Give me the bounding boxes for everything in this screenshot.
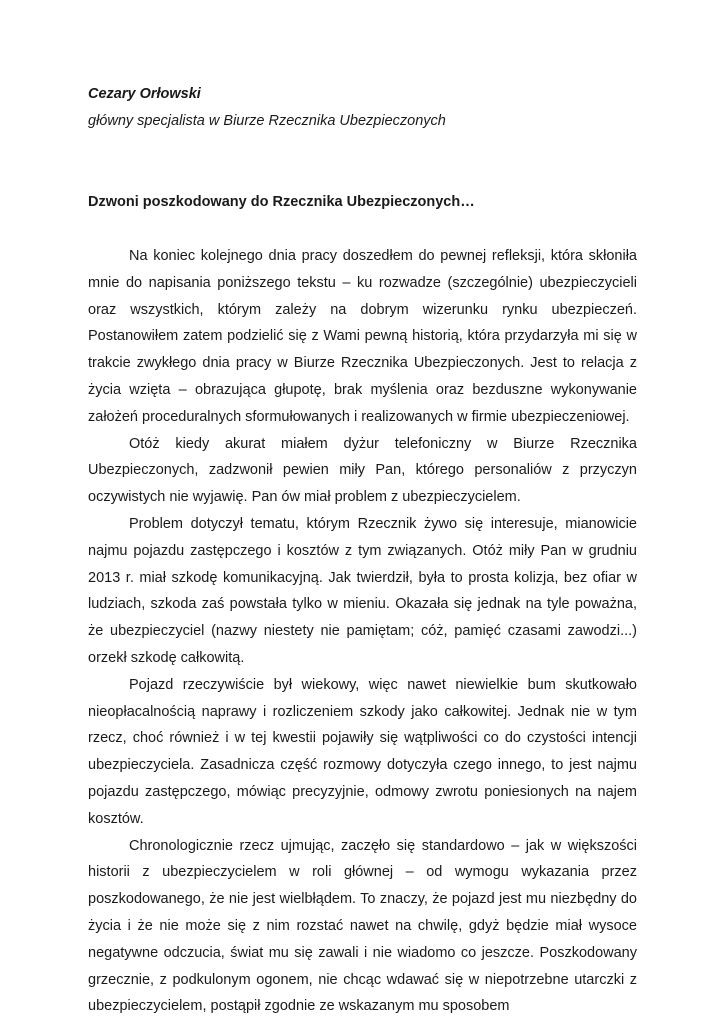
paragraph: Problem dotyczył tematu, którym Rzecznik żywo się interesuje, mianowicie najmu pojazdu zastępczego i kosztów z tym związanych. Otóż miły Pan w grudniu 2013 r. miał szkodę komunikacyjną. Jak twierdził, była to prosta kolizja, bez ofiar w ludziach, szkoda zaś powstała tylko w mieniu. Okazała się jednak na tyle poważna, że ubezpieczyciel (nazwy niestety nie pamiętam; cóż, pamięć czasami zawodzi...) orzekł szkodę całkowitą. <box>88 515 637 666</box>
author-title: główny specjalista w Biurze Rzecznika Ubezpieczonych <box>88 113 446 129</box>
author-name: Cezary Orłowski <box>88 86 201 102</box>
document-title: Dzwoni poszkodowany do Rzecznika Ubezpieczonych… <box>88 194 475 210</box>
document-body <box>88 243 637 1020</box>
paragraph: Pojazd rzeczywiście był wiekowy, więc nawet niewielkie bum skutkowało nieopłacalnością naprawy i rozliczeniem szkody jako całkowitej. Jednak nie w tym rzecz, choć również i w tej kwestii pojawiły się wątpliwości co do czystości intencji ubezpieczyciela. Zasadnicza część rozmowy dotyczyła czego innego, to jest najmu pojazdu zastępczego, mówiąc precyzyjnie, odmowy zwrotu poniesionych na najem kosztów. <box>88 676 637 827</box>
paragraph: Na koniec kolejnego dnia pracy doszedłem do pewnej refleksji, która skłoniła mnie do napisania poniższego tekstu – ku rozwadze (szczególnie) ubezpieczycieli oraz wszystkich, którym zależy na dobrym wizerunku rynku ubezpieczeń. Postanowiłem zatem podzielić się z Wami pewną historią, która przydarzyła mi się w trakcie zwykłego dnia pracy w Biurze Rzecznika Ubezpieczonych. Jest to relacja z życia wzięta – obrazująca głupotę, brak myślenia oraz bezduszne wykonywanie założeń proceduralnych sformułowanych i realizowanych w firmie ubezpieczeniowej. <box>88 248 637 425</box>
paragraph: Chronologicznie rzecz ujmując, zaczęło się standardowo – jak w większości historii z ubezpieczycielem w roli głównej – od wymogu wykazania przez poszkodowanego, że nie jest wielbłądem. To znaczy, że pojazd jest mu niezbędny do życia i że nie może się z nim rozstać nawet na chwilę, gdyż będzie miał wysoce negatywne odczucia, świat mu się zawali i nie wiadomo co jeszcze. Poszkodowany grzecznie, z podkulonym ogonem, nie chcąc wdawać się w niepotrzebne utarczki z ubezpieczycielem, postąpił zgodnie ze wskazanym mu sposobem <box>88 837 637 1015</box>
paragraph: Otóż kiedy akurat miałem dyżur telefoniczny w Biurze Rzecznika Ubezpieczonych, zadzwonił pewien miły Pan, którego personaliów z przyczyn oczywistych nie wyjawię. Pan ów miał problem z ubezpieczycielem. <box>88 435 637 506</box>
